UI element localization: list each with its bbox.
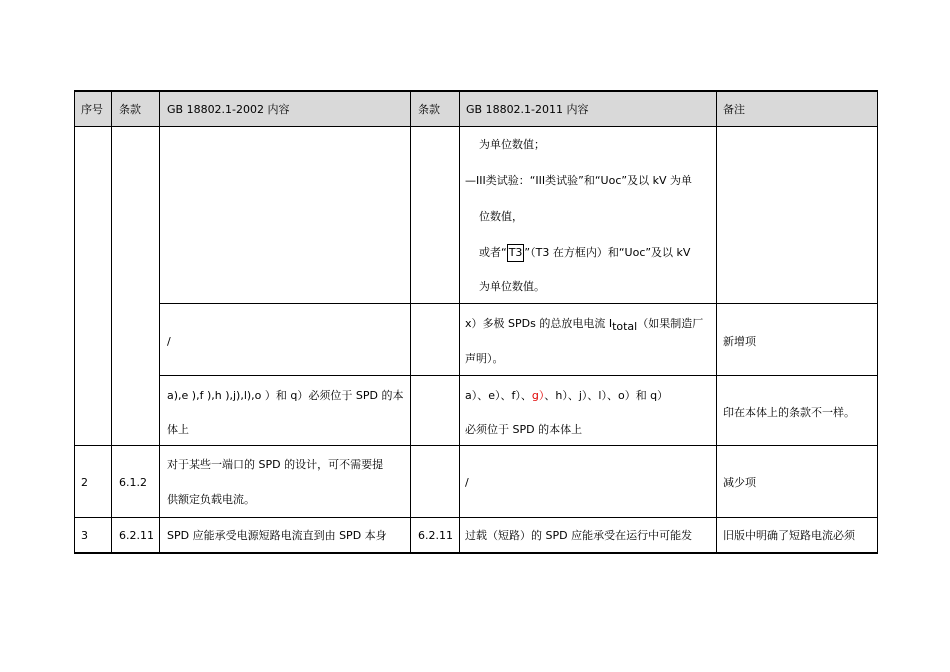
row-divider	[74, 445, 878, 446]
remark-cell: 印在本体上的条款不一样。	[723, 406, 855, 419]
table-border-bottom	[74, 552, 878, 554]
new-content-line: 或者“ T3 ”（T3 在方框内）和“Uoc”及以 kV	[479, 244, 690, 262]
header-new-content: GB 18802.1-2011 内容	[466, 103, 589, 116]
col-divider	[111, 90, 112, 554]
new-content-cell: /	[465, 476, 469, 489]
remark-cell: 旧版中明确了短路电流必须	[723, 529, 855, 542]
serial-cell: 3	[81, 529, 88, 542]
old-content-line: a),e ),f ),h ),j),l),o ）和 q）必须位于 SPD 的本	[167, 389, 404, 402]
clause-new-cell: 6.2.11	[418, 529, 453, 542]
table-border-right	[877, 90, 878, 554]
header-divider	[74, 126, 878, 127]
header-clause-old: 条款	[119, 103, 141, 116]
clause-cell: 6.1.2	[119, 476, 147, 489]
remark-cell: 新增项	[723, 335, 756, 348]
new-content-line: 位数值，	[479, 210, 523, 223]
old-content-line: 供额定负载电流。	[167, 493, 255, 506]
old-content-line: 体上	[167, 423, 189, 436]
row-divider	[159, 303, 878, 304]
new-content-line: 为单位数值。	[479, 280, 545, 293]
old-content-cell: SPD 应能承受电源短路电流直到由 SPD 本身	[167, 529, 387, 542]
header-old-content: GB 18802.1-2002 内容	[167, 103, 290, 116]
new-content-line: 为单位数值；	[479, 138, 545, 151]
row-divider	[74, 517, 878, 518]
new-content-line: a）、e）、f）、g）、h）、j）、l）、o）和 q）	[465, 389, 669, 402]
remark-cell: 减少项	[723, 476, 756, 489]
t3-boxed-symbol: T3	[507, 244, 525, 262]
new-content-line: —III类试验：“III类试验”和“Uoc”及以 kV 为单	[465, 174, 692, 187]
old-content-line: 对于某些一端口的 SPD 的设计，可不需要提	[167, 458, 384, 471]
clause-cell: 6.2.11	[119, 529, 154, 542]
row-divider	[159, 375, 878, 376]
old-content-cell: /	[167, 335, 171, 348]
col-divider	[159, 90, 160, 554]
header-serial: 序号	[81, 103, 103, 116]
header-remark: 备注	[723, 103, 745, 116]
col-divider	[459, 90, 460, 554]
new-content-line: 声明）。	[465, 352, 504, 365]
new-content-line: x）多极 SPDs 的总放电电流 Itotal（如果制造厂	[465, 317, 704, 333]
highlighted-item: g）	[531, 389, 545, 402]
col-divider	[716, 90, 717, 554]
header-clause-new: 条款	[418, 103, 440, 116]
new-content-cell: 过载（短路）的 SPD 应能承受在运行中可能发	[465, 529, 693, 542]
comparison-table	[74, 90, 878, 554]
table-border-top	[74, 90, 878, 92]
serial-cell: 2	[81, 476, 88, 489]
table-border-left	[74, 90, 75, 554]
col-divider	[410, 90, 411, 554]
new-content-line: 必须位于 SPD 的本体上	[465, 423, 583, 436]
